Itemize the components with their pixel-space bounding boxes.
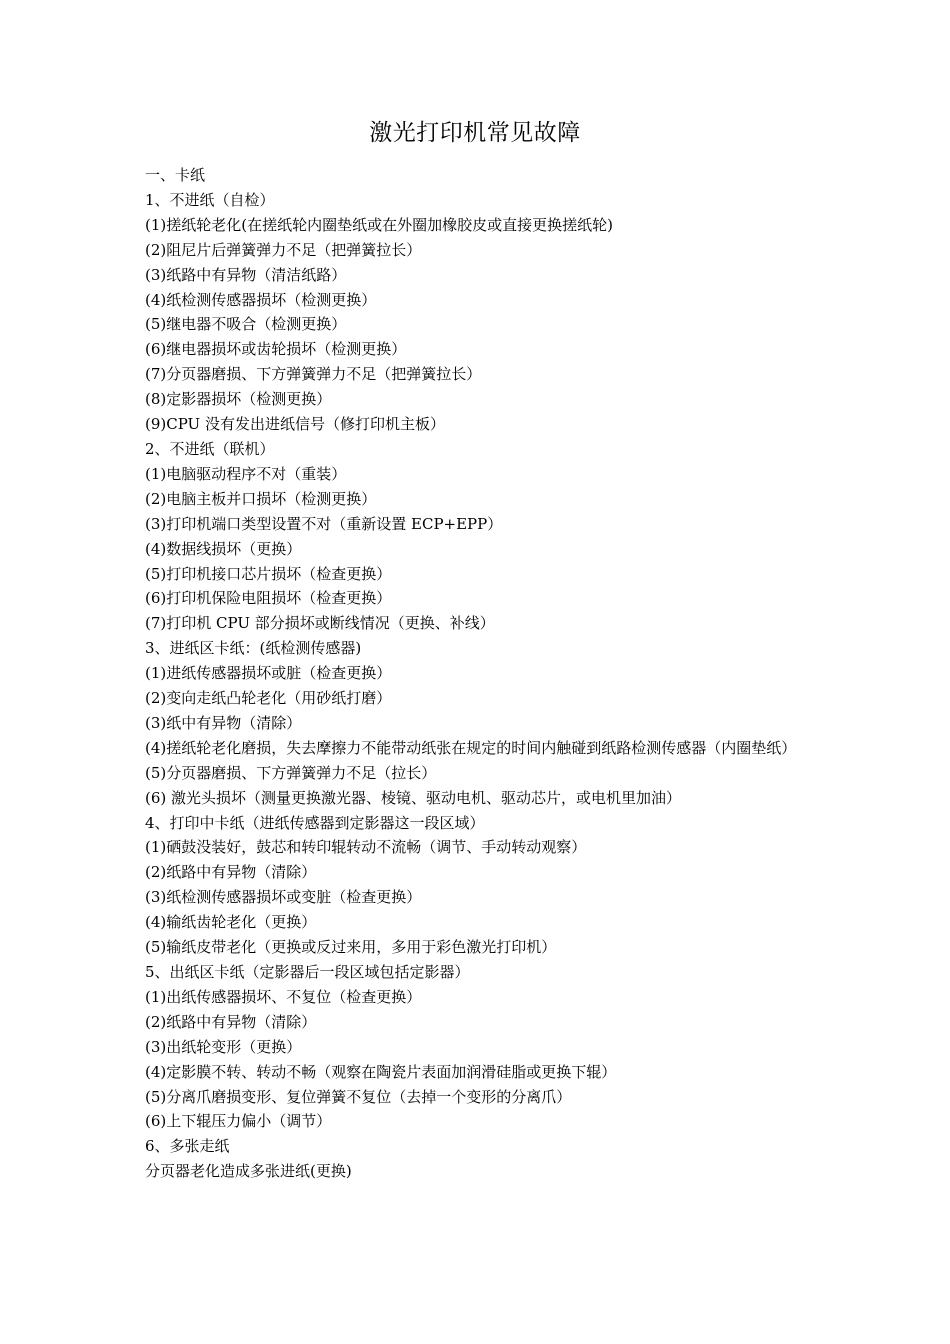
text-line: 1、不进纸（自检）	[145, 190, 275, 209]
text-line: (1)搓纸轮老化(在搓纸轮内圈垫纸或在外圈加橡胶皮或直接更换搓纸轮)	[145, 215, 613, 234]
text-line: (5)分离爪磨损变形、复位弹簧不复位（去掉一个变形的分离爪）	[145, 1087, 572, 1106]
text-line: (6)上下辊压力偏小（调节）	[145, 1112, 332, 1131]
text-line: (5)输纸皮带老化（更换或反过来用，多用于彩色激光打印机）	[145, 938, 557, 957]
text-line: (1)硒鼓没装好，鼓芯和转印辊转动不流畅（调节、手动转动观察）	[145, 838, 587, 857]
text-line: 一、卡纸	[145, 166, 206, 184]
document-body	[145, 163, 813, 1184]
text-line: (6)继电器损坏或齿轮损坏（检测更换）	[145, 340, 407, 359]
text-line: (6) 激光头损坏（测量更换激光器、棱镜、驱动电机、驱动芯片，或电机里加油）	[145, 788, 682, 807]
text-line: (5)分页器磨损、下方弹簧弹力不足（拉长）	[145, 763, 437, 782]
text-line: (9)CPU 没有发出进纸信号（修打印机主板）	[145, 415, 445, 434]
text-line: (3)纸检测传感器损坏或变脏（检查更换）	[145, 888, 422, 907]
text-line: (1)进纸传感器损坏或脏（检查更换）	[145, 664, 392, 683]
text-line: (1)出纸传感器损坏、不复位（检查更换）	[145, 987, 422, 1006]
text-line: (2)纸路中有异物（清除）	[145, 863, 317, 882]
text-line: (5)打印机接口芯片损坏（检查更换）	[145, 564, 392, 583]
text-line: (2)变向走纸凸轮老化（用砂纸打磨）	[145, 689, 392, 708]
text-line: (3)纸中有异物（清除）	[145, 713, 302, 732]
text-line: 2、不进纸（联机）	[145, 439, 275, 458]
text-line: (3)打印机端口类型设置不对（重新设置 ECP+EPP）	[145, 514, 503, 533]
text-line: 分页器老化造成多张进纸(更换)	[145, 1162, 352, 1181]
text-line: (3)出纸轮变形（更换）	[145, 1037, 302, 1056]
text-line: (4)搓纸轮老化磨损，失去摩擦力不能带动纸张在规定的时间内触碰到纸路检测传感器（内圈垫纸）	[145, 738, 797, 757]
text-line: (4)纸检测传感器损坏（检测更换）	[145, 290, 377, 309]
text-line: (4)输纸齿轮老化（更换）	[145, 913, 317, 932]
text-line: 6、多张走纸	[145, 1137, 230, 1156]
text-line: (2)电脑主板并口损坏（检测更换）	[145, 489, 377, 508]
text-line: (2)阻尼片后弹簧弹力不足（把弹簧拉长）	[145, 240, 422, 259]
text-line: (1)电脑驱动程序不对（重装）	[145, 464, 347, 483]
text-line: (4)数据线损坏（更换）	[145, 539, 302, 558]
text-line: (4)定影膜不转、转动不畅（观察在陶瓷片表面加润滑硅脂或更换下辊）	[145, 1062, 617, 1081]
text-line: (7)打印机 CPU 部分损坏或断线情况（更换、补线）	[145, 614, 495, 633]
text-line: (3)纸路中有异物（清洁纸路）	[145, 265, 347, 284]
text-line: (2)纸路中有异物（清除）	[145, 1012, 317, 1031]
text-line: (8)定影器损坏（检测更换）	[145, 390, 332, 409]
text-line: (7)分页器磨损、下方弹簧弹力不足（把弹簧拉长）	[145, 365, 482, 384]
text-line: 4、打印中卡纸（进纸传感器到定影器这一段区域）	[145, 813, 485, 832]
page-title: 激光打印机常见故障	[369, 120, 581, 146]
text-line: (6)打印机保险电阻损坏（检查更换）	[145, 589, 392, 608]
text-line: 3、进纸区卡纸：(纸检测传感器)	[145, 639, 362, 658]
text-line: (5)继电器不吸合（检测更换）	[145, 315, 347, 334]
text-line: 5、出纸区卡纸（定影器后一段区域包括定影器）	[145, 963, 470, 981]
